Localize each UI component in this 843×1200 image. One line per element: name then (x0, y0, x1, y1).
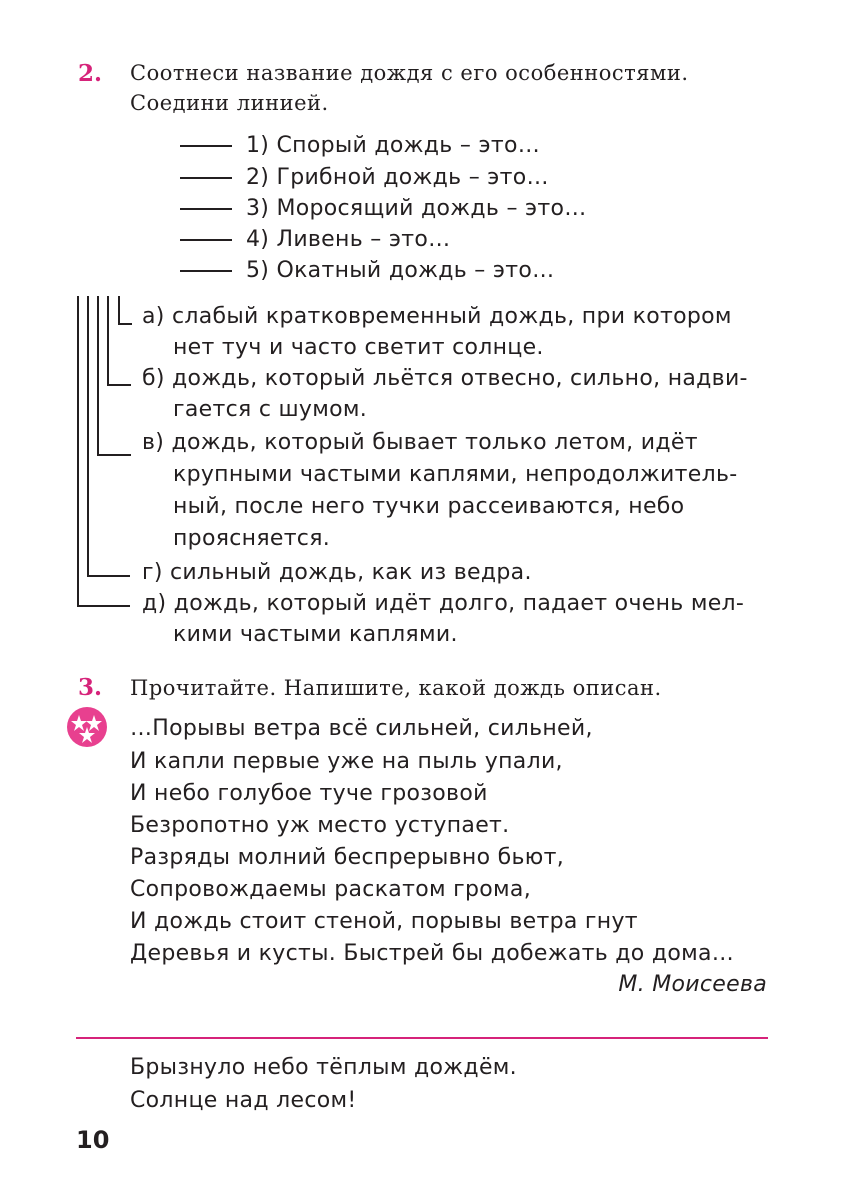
connector-line-d-h (77, 605, 130, 607)
two-stars-icon (67, 707, 107, 747)
poem-line-4: Безропотно уж место уступает. (130, 813, 510, 838)
rain-item-1 (180, 133, 540, 158)
poem-line-5: Разряды молний беспрерывно бьют, (130, 845, 564, 870)
poem-line-1: …Порывы ветра всё сильней, сильней, (130, 716, 593, 741)
rain-item-2 (180, 165, 549, 190)
definition-v-line-3: ный, после него тучки рассеиваются, небо (173, 494, 685, 519)
answer-line[interactable] (180, 270, 232, 272)
proverb-line-1: Брызнуло небо тёплым дождём. (130, 1055, 517, 1080)
task-2-number: 2. (78, 60, 103, 87)
task-3-title: Прочитайте. Напишите, какой дождь описан. (130, 676, 662, 700)
answer-line[interactable] (180, 239, 232, 241)
stars-glyph (67, 707, 107, 747)
answer-line[interactable] (180, 208, 232, 210)
poem-line-2: И капли первые уже на пыль упали, (130, 749, 563, 774)
rain-item-5 (180, 258, 554, 283)
poem-line-8: Деревья и кусты. Быстрей бы добежать до дома… (130, 941, 735, 966)
answer-line[interactable] (180, 145, 232, 147)
definition-v-line-2: крупными частыми каплями, непродолжитель- (173, 462, 738, 487)
definition-b-line-1: б) дождь, который льётся отвесно, сильно, надви- (142, 366, 748, 391)
definition-a-line-2: нет туч и часто светит солнце. (173, 335, 544, 360)
definition-d-line-1: д) дождь, который идёт долго, падает очень мел- (142, 591, 745, 616)
rain-item-4 (180, 227, 450, 252)
poem-line-6: Сопровождаемы раскатом грома, (130, 877, 531, 902)
connector-line-b[interactable] (107, 296, 109, 385)
connector-line-g-h (87, 575, 130, 577)
page-number: 10 (76, 1126, 110, 1154)
rain-item-3 (180, 196, 587, 221)
poem-line-7: И дождь стоит стеной, порывы ветра гнут (130, 909, 638, 934)
rain-item-label: 4) Ливень – это… (246, 227, 451, 252)
task-2-title-line-1: Соотнеси название дождя с его особенностями. (130, 61, 689, 85)
connector-line-v-h (97, 454, 131, 456)
connector-line-a-h (118, 323, 132, 325)
task-3-number: 3. (78, 674, 103, 701)
task-2-title-line-2: Соедини линией. (130, 91, 329, 115)
definition-v-line-4: проясняется. (173, 526, 331, 551)
rain-item-label: 1) Спорый дождь – это… (246, 133, 541, 158)
connector-line-g[interactable] (87, 296, 89, 576)
poem-line-3: И небо голубое туче грозовой (130, 781, 488, 806)
answer-line[interactable] (180, 177, 232, 179)
definition-b-line-2: гается с шумом. (173, 397, 368, 422)
poem-author: М. Моисеева (618, 972, 767, 997)
definition-a-line-1: а) слабый кратковременный дождь, при котором (142, 304, 732, 329)
definition-d-line-2: кими частыми каплями. (173, 622, 458, 647)
rain-item-label: 3) Моросящий дождь – это… (246, 196, 587, 221)
rain-item-label: 5) Окатный дождь – это… (246, 258, 555, 283)
connector-line-b-h (107, 384, 131, 386)
rain-item-label: 2) Грибной дождь – это… (246, 165, 549, 190)
section-divider (76, 1037, 768, 1039)
proverb-line-2: Солнце над лесом! (130, 1088, 357, 1113)
connector-line-d[interactable] (77, 296, 79, 606)
connector-line-v[interactable] (97, 296, 99, 455)
definition-v-line-1: в) дождь, который бывает только летом, идёт (142, 430, 698, 455)
definition-g-line-1: г) сильный дождь, как из ведра. (142, 560, 532, 585)
connector-line-a[interactable] (118, 296, 120, 324)
